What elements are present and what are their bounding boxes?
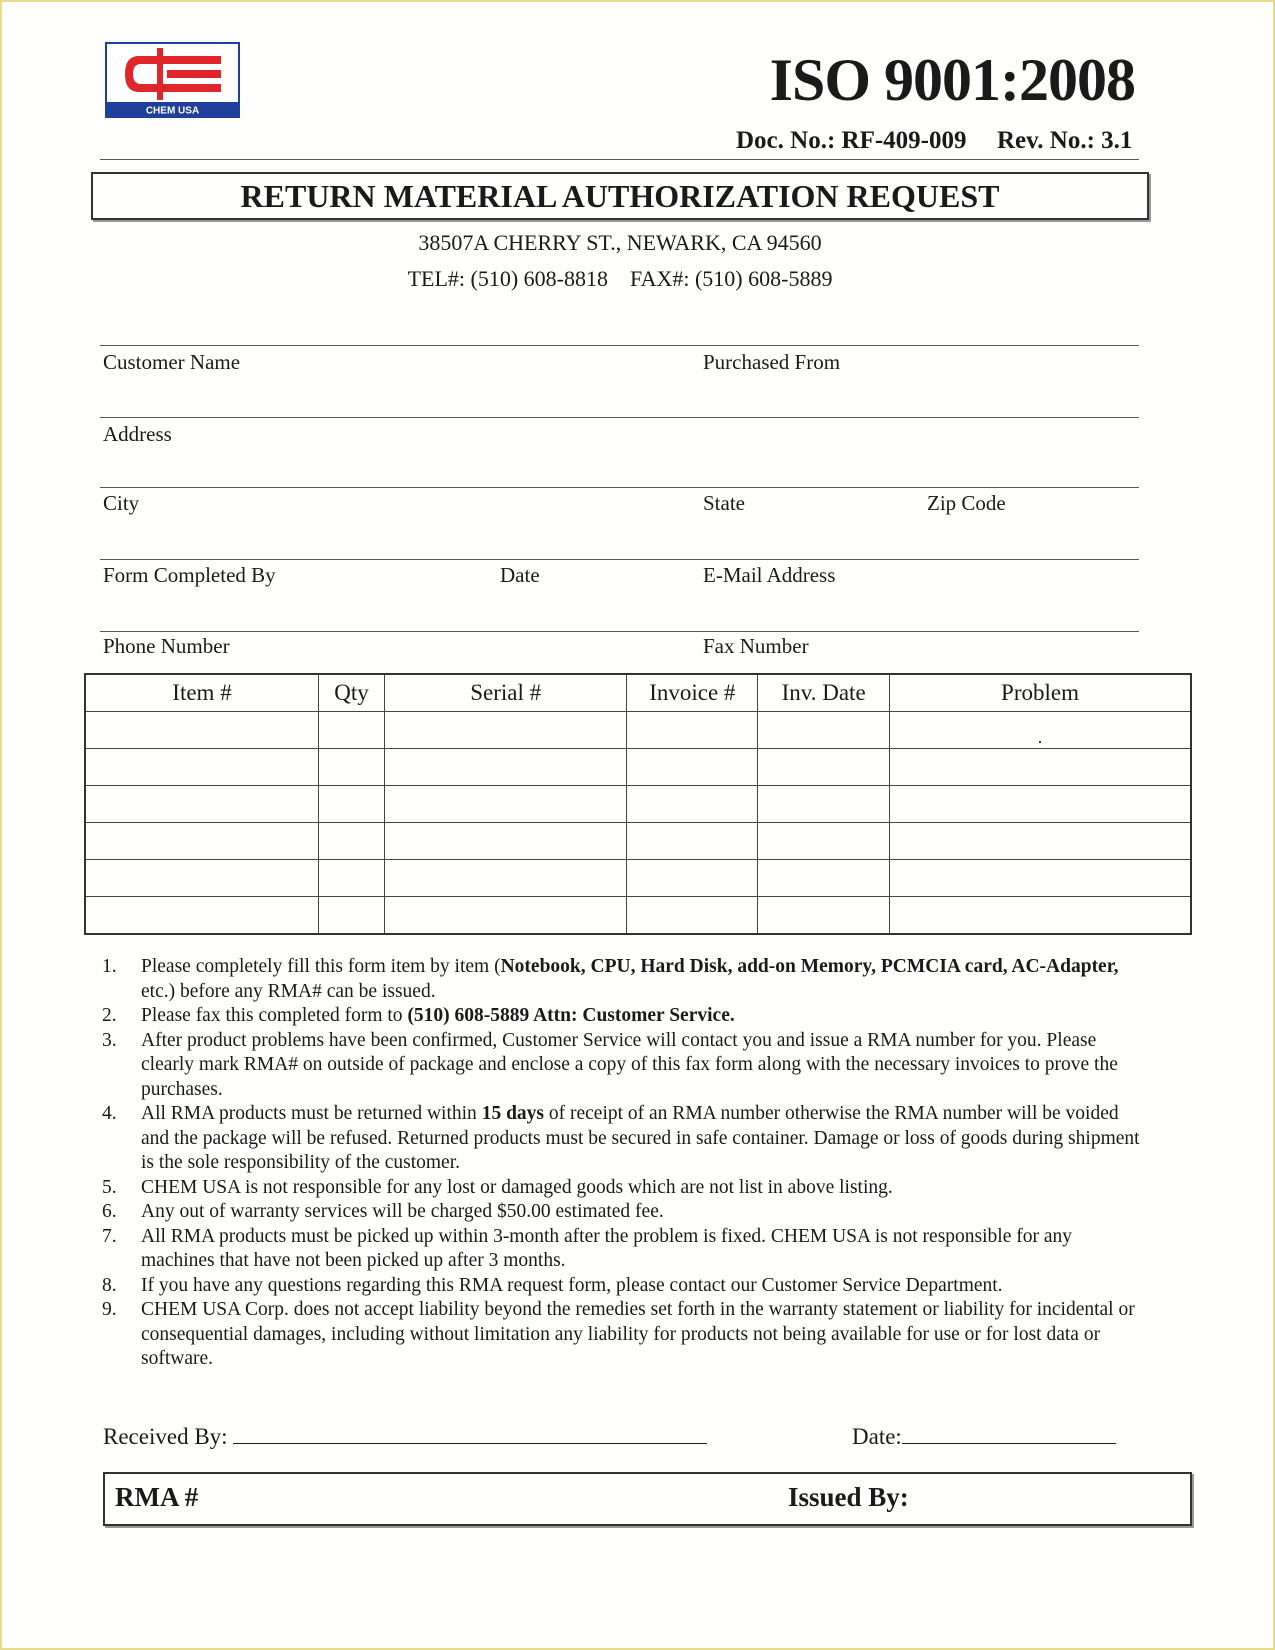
instruction-item [100,1029,1140,1103]
table-cell[interactable] [319,897,385,935]
field-line [100,345,1139,346]
table-cell[interactable] [85,786,319,823]
table-cell[interactable] [627,712,758,749]
header-divider [100,159,1139,160]
email-label[interactable]: E-Mail Address [703,563,836,587]
table-cell[interactable] [627,897,758,935]
purchased-from-label[interactable]: Purchased From [703,350,841,374]
table-cell[interactable] [890,860,1191,897]
instruction-number: 4. [102,1103,117,1124]
table-cell[interactable] [890,749,1191,786]
instruction-number: 5. [102,1176,117,1198]
table-cell[interactable] [627,860,758,897]
instruction-number: 3. [102,1029,117,1051]
table-cell[interactable]: . [890,712,1191,749]
footer-date [852,1424,1116,1450]
field-line [100,487,1139,488]
form-title: RETURN MATERIAL AUTHORIZATION REQUEST [91,172,1149,220]
instruction-text: CHEM USA is not responsible for any lost or damaged goods which are not list in above listing. [141,1176,893,1198]
iso-title: ISO 9001:2008 [769,47,1135,113]
table-cell[interactable] [758,823,890,860]
items-table [84,673,1192,935]
instruction-number: 7. [102,1225,117,1247]
table-cell[interactable] [758,786,890,823]
city-label[interactable]: City [103,491,140,515]
table-cell[interactable] [890,897,1191,935]
table-row [85,749,1191,786]
instruction-text: of receipt of an RMA number otherwise the RMA number will be voided and the package will be refused. Returned products must be secured in safe container. Damage or loss of goods during shipment is the sole responsibility of the customer. [141,1103,1140,1173]
table-cell[interactable] [319,749,385,786]
instruction-item [100,955,1140,1004]
instruction-item [100,1200,1140,1225]
instruction-text: Any out of warranty services will be charged $50.00 estimated fee. [141,1201,664,1222]
instruction-item [100,1225,1140,1274]
table-row [85,897,1191,935]
table-cell[interactable] [85,897,319,935]
table-cell[interactable] [319,786,385,823]
instruction-text: Please completely fill this form item by item ( [141,956,501,977]
instruction-text: All RMA products must be returned within [141,1103,482,1124]
company-contact: TEL#: (510) 608-8818 FAX#: (510) 608-5889 [407,266,833,291]
table-cell[interactable] [758,860,890,897]
instruction-item [100,1298,1140,1372]
state-label[interactable]: State [703,491,745,515]
received-by-line[interactable] [233,1425,707,1444]
table-row [85,712,1191,749]
logo-text: CHEM USA [145,105,200,117]
instruction-bold-text: Notebook, CPU, Hard Disk, add-on Memory, PCMCIA card, AC-Adapter, [500,956,1119,977]
table-cell[interactable] [384,823,627,860]
chem-usa-logo [105,42,240,118]
table-cell[interactable] [384,786,627,823]
instruction-item [100,1274,1140,1299]
table-cell[interactable] [319,823,385,860]
instruction-number: 8. [102,1274,117,1296]
zip-code-label[interactable]: Zip Code [927,491,1006,515]
instruction-text: CHEM USA Corp. does not accept liability beyond the remedies set forth in the warranty statement or liability for incidental or consequential damages, including without limitation any liability for products not being available for use or for lost data or software. [141,1299,1135,1369]
table-cell[interactable] [384,860,627,897]
company-address: 38507A CHERRY ST., NEWARK, CA 94560 [418,230,822,255]
doc-number: Doc. No.: RF-409-009 [736,127,967,154]
table-cell[interactable] [319,712,385,749]
footer-date-label: Date: [852,1424,902,1449]
table-row [85,860,1191,897]
column-header-inv-date: Inv. Date [758,674,890,712]
instruction-item [100,1176,1140,1201]
column-header-serial: Serial # [384,674,627,712]
instruction-number: 1. [102,956,117,977]
fax-label[interactable]: Fax Number [703,634,809,658]
instruction-text: If you have any questions regarding this RMA request form, please contact our Customer Service Department. [141,1274,1003,1296]
received-by [103,1424,707,1450]
table-cell[interactable] [890,786,1191,823]
table-cell[interactable] [85,860,319,897]
table-cell[interactable] [319,860,385,897]
rma-number-label: RMA # [115,1482,199,1512]
field-line [100,631,1139,632]
table-row [85,823,1191,860]
received-by-label: Received By: [103,1424,228,1449]
table-cell[interactable] [384,897,627,935]
instruction-text: Please fax this completed form to [141,1005,408,1026]
rev-number: Rev. No.: 3.1 [997,127,1133,154]
instruction-bold-text: (510) 608-5889 Attn: Customer Service. [407,1005,735,1026]
instruction-item [100,1102,1140,1176]
instructions-list [100,955,1140,1372]
instruction-number: 9. [102,1299,117,1320]
table-cell[interactable] [758,712,890,749]
issued-by-label: Issued By: [788,1482,909,1512]
table-row [85,786,1191,823]
date-label[interactable]: Date [500,563,540,587]
instruction-bold-text: 15 days [481,1103,544,1124]
rma-box [103,1472,1192,1526]
column-header-problem: Problem [890,674,1191,712]
field-line [100,417,1139,418]
column-header-qty: Qty [319,674,385,712]
customer-name-label[interactable]: Customer Name [103,350,241,374]
table-cell[interactable] [85,712,319,749]
table-cell[interactable] [627,749,758,786]
table-cell[interactable] [758,897,890,935]
column-header-item: Item # [85,674,319,712]
table-cell[interactable] [758,749,890,786]
instruction-text: etc.) before any RMA# can be issued. [141,980,436,1002]
instruction-number: 6. [102,1201,117,1222]
table-cell[interactable] [384,749,627,786]
phone-label[interactable]: Phone Number [103,634,230,658]
table-cell[interactable] [85,823,319,860]
table-cell[interactable] [890,823,1191,860]
table-cell[interactable] [627,823,758,860]
form-completed-by-label[interactable]: Form Completed By [103,563,276,587]
table-cell[interactable] [85,749,319,786]
address-label[interactable]: Address [103,422,172,446]
instruction-number: 2. [102,1005,117,1026]
table-cell[interactable] [384,712,627,749]
instruction-text: After product problems have been confirmed, Customer Service will contact you and issue a RMA number for you. Please clearly mark RMA# on outside of package and enclose a copy of this fax form along with the necessary invoices to prove the purchases. [141,1029,1118,1100]
instruction-item [100,1004,1140,1029]
column-header-invoice: Invoice # [627,674,758,712]
field-line [100,559,1139,560]
footer-date-line[interactable] [902,1425,1116,1444]
table-cell[interactable] [627,786,758,823]
instruction-text: All RMA products must be picked up within 3-month after the problem is fixed. CHEM USA is not responsible for any machines that have not been picked up after 3 months. [141,1225,1073,1271]
